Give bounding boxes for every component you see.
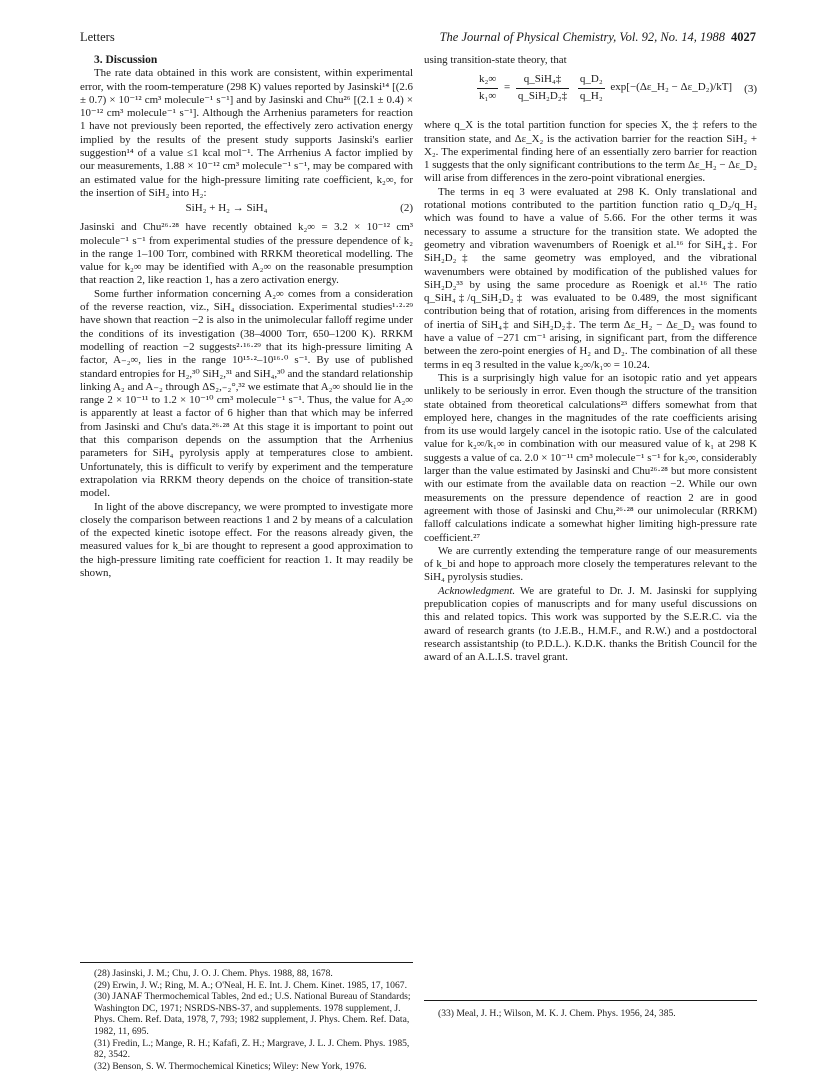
footnote: (28) Jasinski, J. M.; Chu, J. O. J. Chem. Phys. 1988, 88, 1678. xyxy=(94,968,333,979)
footnote: (30) JANAF Thermochemical Tables, 2nd ed.; U.S. National Bureau of Standards; Washington DC, 1971; NSRDS-NBS-37, and supplements. 1978 supplement, J. Phys. Chem. Ref. Data, 1978, 7, 793; 1982 supplement, J. Phys. Chem. Ref. Data, 1982, 11, 695. xyxy=(94,991,411,1037)
running-head-journal xyxy=(440,30,756,45)
fraction-numerator: q_D₂ xyxy=(578,73,605,88)
fraction-numerator: k₂∞ xyxy=(477,73,498,88)
fraction-rate-ratio xyxy=(477,73,498,103)
journal-citation: The Journal of Physical Chemistry, Vol. 92, No. 14, 1988 xyxy=(439,30,725,44)
left-column xyxy=(80,54,413,580)
paragraph: Jasinski and Chu²⁶·²⁸ have recently obtained k₂∞ = 3.2 × 10⁻¹² cm³ molecule⁻¹ s⁻¹ from experimental studies of the pressure dependence of k₂ in the range 1–100 Torr, combined with RRKM theoretical modelling. The value for k₂∞ may be identified with A₂∞ on the reasonable presumption that reaction 2, like reaction 1, has a zero activation energy. xyxy=(80,221,413,287)
fraction-denominator: k₁∞ xyxy=(479,89,497,102)
exponential-term: exp[−(Δε_H₂ − Δε_D₂)/kT] xyxy=(610,81,733,94)
fraction-denominator: q_SiH₂D₂‡ xyxy=(517,89,568,102)
paragraph: This is a surprisingly high value for an isotopic ratio and yet appears unlikely to be seriously in error. Even though the structure of the transition state obtained from theoretical calculations²³ differs somewhat from that employed here, changes in the magnitudes of the rate coefficients arising from its use would largely cancel in the isotopic ratio. Use of the calculated value for k₂∞/k₁∞ in combination with our measured value of k₁ at 298 K suggests a value of ca. 2.0 × 10⁻¹¹ cm³ molecule⁻¹ s⁻¹ for k₂∞, considerably larger than the value estimated by Jasinski and Chu²⁶·²⁸ but more consistent with our estimate from the available data on reaction −2. While our own measurements on the pressure dependence of reaction 2 are in good agreement with those of Jasinski and Chu,²⁶·²⁸ our unimolecular (RRKM) falloff calculations indicate a somewhat higher limiting high-pressure rate coefficient.²⁷ xyxy=(424,371,757,544)
fraction-ts-partition xyxy=(516,73,569,103)
section-heading: 3. Discussion xyxy=(94,54,158,66)
footnotes-right xyxy=(424,1008,757,1020)
footnotes-left xyxy=(80,968,413,1072)
equation-2 xyxy=(80,202,413,218)
equation-body xyxy=(474,73,732,103)
acknowledgment xyxy=(424,585,757,665)
equation-number: (3) xyxy=(744,83,757,96)
equation-number: (2) xyxy=(400,202,413,215)
page-number: 4027 xyxy=(731,30,756,44)
equation-3 xyxy=(424,71,757,111)
right-column xyxy=(424,54,757,664)
fraction-denominator: q_H₂ xyxy=(579,89,603,102)
footnote-divider xyxy=(80,962,413,963)
running-head-section: Letters xyxy=(80,30,115,44)
equals-sign: = xyxy=(503,81,511,94)
paragraph: The terms in eq 3 were evaluated at 298 K. Only translational and rotational motions contributed to the partition function ratio q_D₂/q_H₂ which was found to have a value of 5.66. For the other terms it was necessary to assume a structure for the transition state. We adopted the geometry and vibration wavenumbers of Roenigk et al.¹⁶ for SiH₄‡. For SiH₂D₂‡ the same geometry was employed, and the vibrational wavenumbers were obtained by modification of the published values for SiH₂D₂³³ by using the same procedure as Roenigk et al.¹⁶ The ratio q_SiH₄‡/q_SiH₂D₂‡ was evaluated to be 0.489, the most significant contribution being that of rotation, arising from differences in the moments of inertia of SiH₄‡ and SiH₂D₂‡. The term Δε_H₂ − Δε_D₂ was found to have a value of −271 cm⁻¹ arising, in significant part, from the difference between the zero-point energies of H₂ and D₂. The combination of all these terms in eq 3 resulted in the value k₂∞/k₁∞ = 10.24. xyxy=(424,185,757,371)
footnote: (29) Erwin, J. W.; Ring, M. A.; O'Neal, H. E. Int. J. Chem. Kinet. 1985, 17, 1067. xyxy=(94,979,407,991)
paragraph: where q_X is the total partition function for species X, the ‡ refers to the transition state, and Δε_X₂ is the activation barrier for the reaction SiH₂ + X₂. The experimental finding here of an essentially zero barrier for reaction 1 suggests that the only significant contributions to the term Δε_H₂ − Δε_D₂ will arise from differences in the zero-point vibrational energies. xyxy=(424,119,757,185)
footnote: (33) Meal, J. H.; Wilson, M. K. J. Chem. Phys. 1956, 24, 385. xyxy=(438,1008,676,1019)
fraction-numerator: q_SiH₄‡ xyxy=(516,73,569,88)
paragraph: In light of the above discrepancy, we were prompted to investigate more closely the comparison between reactions 1 and 2 by means of a calculation of the expected kinetic isotope effect. For the reasons already given, the measured values for k_bi are thought to represent a good approximation to the high-pressure limiting rate coefficient for reaction 1. It may readily be shown, xyxy=(80,500,413,579)
paragraph: Some further information concerning A₂∞ comes from a consideration of the reverse reaction, viz., SiH₄ dissociation. Experimental studies¹·²·²⁹ have shown that reaction −2 is also in the unimolecular falloff regime under the conditions of its investigation (38–4000 Torr, 650–1200 K). RRKM modelling of reaction −2 suggests²·¹⁶·²⁹ that its high-pressure limiting A factor, A₋₂∞, lies in the range 10¹⁵·²–10¹⁶·⁰ s⁻¹. By use of published standard entropies for H₂,³⁰ SiH₂,³¹ and SiH₄,³⁰ and the standard relationship linking A₂ and A₋₂ through ΔS₂,₋₂°,³² we estimate that A₂∞ should lie in the range 2 × 10⁻¹¹ to 1.2 × 10⁻¹⁰ cm³ molecule⁻¹ s⁻¹. Thus, the value for A₂∞ is apparently at least a factor of 6 higher than that which may be inferred from Jasinski and Chu's data.²⁶·²⁸ At this stage it is important to point out that this comparison depends on the assumption that the Arrhenius parameters for SiH₄ pyrolysis apply at temperatures close to ambient. Unfortunately, this is difficult to verify by experiment and the temperature extrapolation via RRKM theory depends on the choice of transition-state model. xyxy=(80,287,413,500)
footnote: (32) Benson, S. W. Thermochemical Kinetics; Wiley: New York, 1976. xyxy=(94,1060,367,1072)
paragraph: We are currently extending the temperature range of our measurements of k_bi and hope to approach more closely the temperatures relevant to the SiH₄ pyrolysis studies. xyxy=(424,544,757,584)
acknowledgment-label: Acknowledgment. xyxy=(438,584,516,597)
equation-body: SiH₂ + H₂ → SiH₄ xyxy=(185,202,268,215)
paragraph: The rate data obtained in this work are consistent, within experimental error, with the room-temperature (298 K) values reported by Jasinski¹⁴ [(2.6 ± 0.7) × 10⁻¹² cm³ molecule⁻¹ s⁻¹] and by Jasinski and Chu²⁶ [(2.1 ± 0.4) × 10⁻¹² cm³ molecule⁻¹ s⁻¹]. Although the Arrhenius parameters for reaction 1 have not previously been reported, the effectively zero activation energy implied by the results of the present study supports Jasinski's earlier suggestion¹⁴ of a value ≤1 kcal mol⁻¹. The Arrhenius A factor implied by our measurements, 1.88 × 10⁻¹² cm³ molecule⁻¹ s⁻¹, may be compared with an estimated value for the high-pressure limiting rate coefficient, k₂∞, for the insertion of SiH₂ into H₂: xyxy=(80,67,413,199)
fraction-reactant-partition xyxy=(578,73,605,103)
footnote: (31) Fredin, L.; Mange, R. H.; Kafafi, Z. H.; Margrave, J. L. J. Chem. Phys. 1985, 82, 3542. xyxy=(94,1037,410,1061)
paragraph: using transition-state theory, that xyxy=(424,54,567,66)
acknowledgment-text: We are grateful to Dr. J. M. Jasinski for supplying prepublication copies of manuscripts and for many useful discussions on this and related topics. This work was supported by the S.E.R.C. via the award of research grants (to J.E.B., H.M.F., and R.W.) and a postdoctoral research assistantship (to P.D.L.). K.D.K. thanks the British Council for the award of an A.L.I.S. travel grant. xyxy=(424,584,757,664)
footnote-divider xyxy=(424,1000,757,1001)
